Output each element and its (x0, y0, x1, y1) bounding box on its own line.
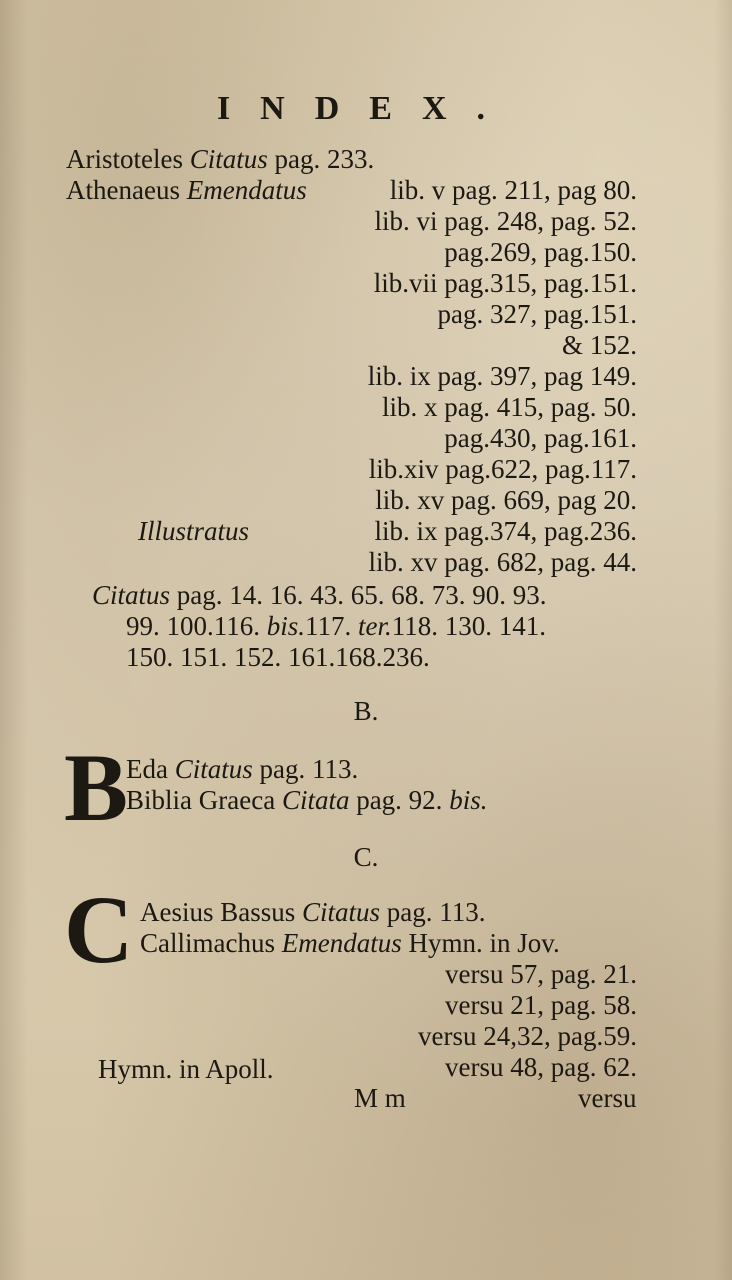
entry-name: Biblia Graeca (126, 785, 276, 815)
ter-mark: ter. (358, 611, 392, 641)
entry-aristoteles (66, 144, 374, 174)
illustratus-tag: Illustratus (138, 516, 250, 546)
ref-line: lib.xiv pag.622, pag.117. (368, 454, 637, 484)
entry-name: Eda (126, 754, 168, 784)
entry-ref: pag. 92. (356, 785, 443, 815)
ref-line: lib. vi pag. 248, pag. 52. (374, 206, 637, 236)
dropcap-c: C (64, 876, 134, 983)
ref-line: lib. x pag. 415, pag. 50. (382, 392, 637, 422)
ref-line: versu 24,32, pag.59. (418, 1021, 637, 1051)
entry-aesius (140, 897, 486, 927)
section-heading-c: C. (353, 842, 379, 872)
citatus-line-3: 150. 151. 152. 161.168.236. (126, 642, 430, 672)
entry-tag: Emendatus (186, 175, 307, 205)
catchword: versu (578, 1083, 637, 1113)
entry-ref: pag. 113. (386, 897, 486, 927)
ref-line: pag.430, pag.161. (444, 423, 637, 453)
entry-name: Athenaeus (66, 175, 180, 205)
citatus-refs: pag. 14. 16. 43. 65. 68. 73. 90. 93. (176, 580, 547, 610)
citatus-line-2 (126, 611, 546, 641)
citatus-refs: 118. 130. 141. (391, 611, 547, 641)
citatus-refs: 117. (305, 611, 352, 641)
ref-line: versu 48, pag. 62. (445, 1052, 637, 1082)
ref-line: & 152. (561, 330, 637, 360)
entry-athenaeus-head (66, 175, 307, 205)
ref-line: lib. xv pag. 682, pag. 44. (368, 547, 637, 577)
entry-beda (126, 754, 358, 784)
page-shadow-right (714, 0, 732, 1280)
dropcap-b: B (64, 734, 129, 841)
entry-name: Aristoteles (66, 144, 183, 174)
page-title: INDEX. (216, 90, 516, 127)
entry-name: Aesius Bassus (140, 897, 296, 927)
citatus-line-1 (92, 580, 547, 610)
ref-line: pag.269, pag.150. (444, 237, 637, 267)
page-shadow-left (0, 0, 28, 1280)
ref-line: versu 21, pag. 58. (445, 990, 637, 1020)
bis-mark: bis. (449, 785, 488, 815)
ref-line: pag. 327, pag.151. (437, 299, 637, 329)
entry-tag: Citatus (189, 144, 268, 174)
ref-line: lib.vii pag.315, pag.151. (373, 268, 637, 298)
signature-mark: M m (354, 1083, 406, 1113)
citatus-refs: 99. 100.116. (126, 611, 260, 641)
ref-line: lib. v pag. 211, pag 80. (389, 175, 637, 205)
ref-line: versu 57, pag. 21. (445, 959, 637, 989)
bis-mark: bis. (266, 611, 306, 641)
entry-callimachus (140, 928, 560, 958)
entry-tag: Citatus (174, 754, 253, 784)
entry-tag: Citatus (302, 897, 381, 927)
entry-ref: pag. 113. (259, 754, 359, 784)
entry-tag: Emendatus (281, 928, 402, 958)
ref-line: lib. ix pag.374, pag.236. (374, 516, 637, 546)
section-heading-b: B. (353, 696, 379, 726)
entry-tag: Citata (281, 785, 350, 815)
citatus-tag: Citatus (92, 580, 171, 610)
entry-work: Hymn. in Jov. (408, 928, 560, 958)
entry-name: Callimachus (140, 928, 275, 958)
entry-ref: pag. 233. (274, 144, 375, 174)
ref-line: lib. ix pag. 397, pag 149. (367, 361, 637, 391)
entry-biblia (126, 785, 487, 815)
ref-line: lib. xv pag. 669, pag 20. (375, 485, 637, 515)
apoll-label: Hymn. in Apoll. (98, 1054, 274, 1084)
